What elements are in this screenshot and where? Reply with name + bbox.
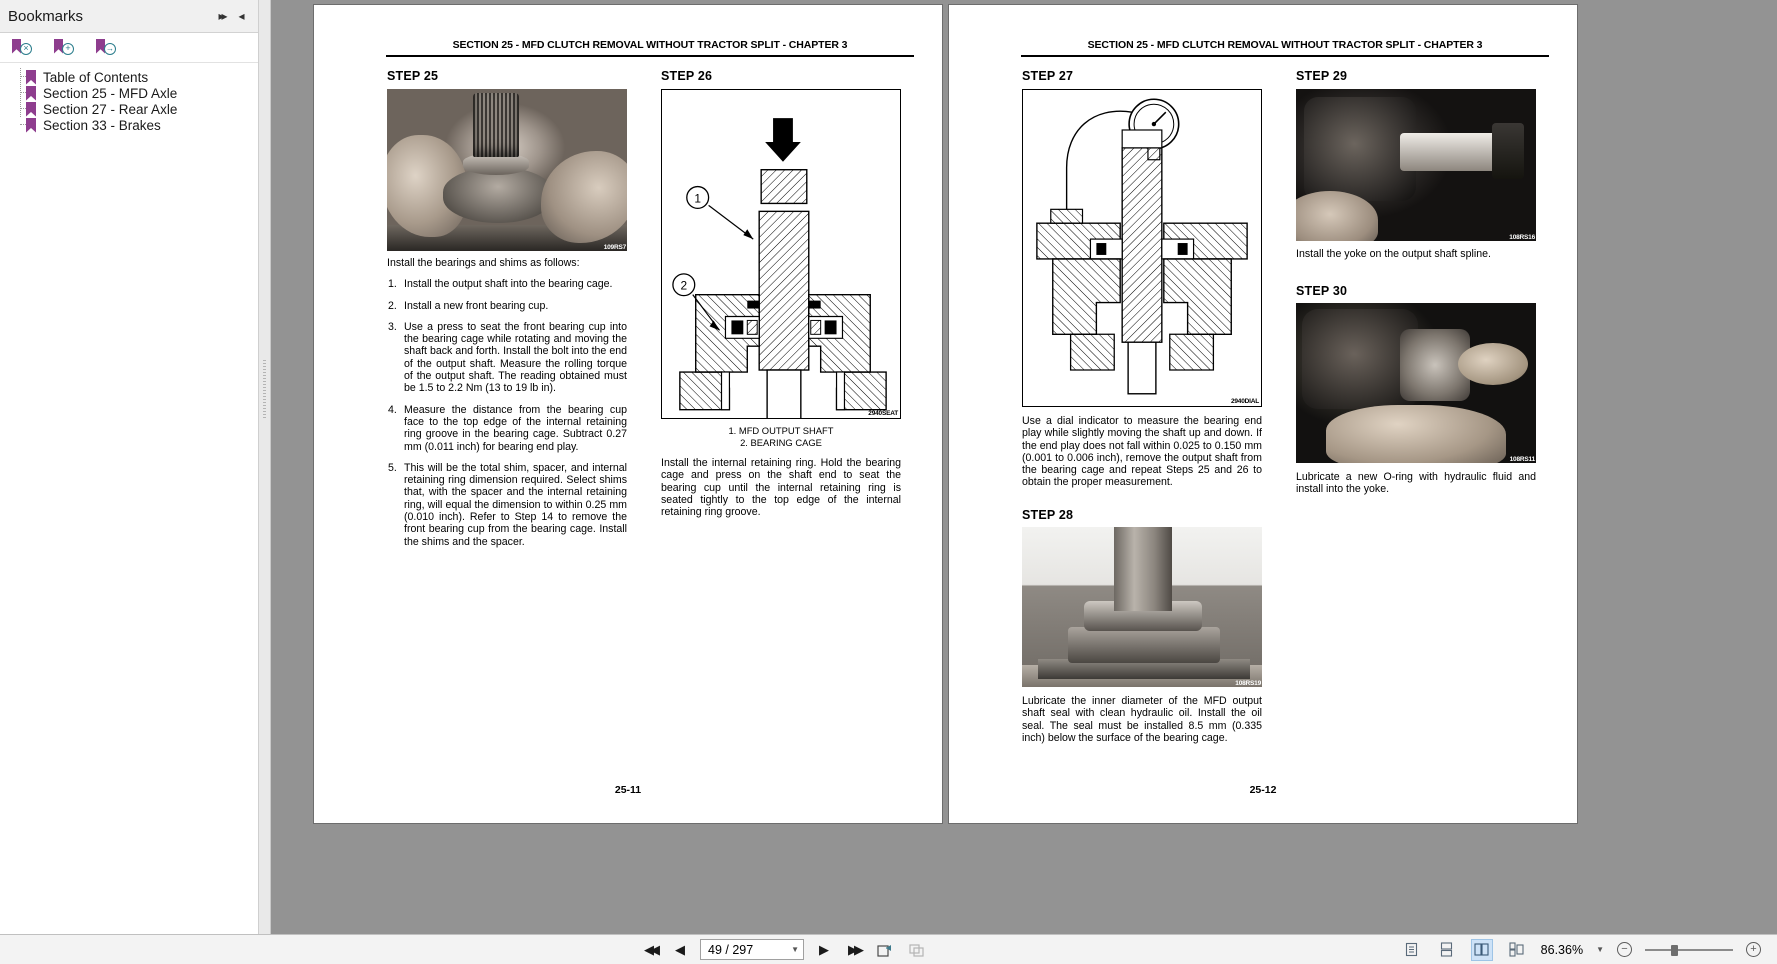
list-item-text: This will be the total shim, spacer, and internal retaining ring dimension required. Select shims that, with the spacer and the internal retaining ring, will equal the dimension to within 0.25 mm (0.010 inch). Refer to Step 14 to remove the front bearing cup from the bearing cage. Install the shims and the spacer.: [404, 461, 627, 548]
step-25-intro: Install the bearings and shims as follows:: [387, 257, 580, 269]
bookmarks-panel-title: Bookmarks: [8, 7, 84, 25]
splitter-grip[interactable]: [263, 360, 266, 420]
sidebar-item-section-27[interactable]: [0, 101, 258, 117]
step-25-title: STEP 25: [387, 69, 439, 83]
step-28-photo: [1022, 527, 1262, 687]
previous-view-icon[interactable]: [874, 939, 896, 961]
step-27-diagram: [1022, 89, 1262, 407]
list-item-number: 4.: [388, 403, 397, 416]
bookmark-flag-icon: [26, 86, 36, 101]
step-26-figure-id: 2940SEAT: [868, 410, 898, 417]
bookmarks-toolbar: [0, 33, 258, 63]
page-number-left: 25-11: [614, 784, 642, 796]
step-28-figure-id: 108RS19: [1235, 680, 1261, 687]
photo-thumb: [1458, 343, 1528, 385]
step-26-caption: Install the internal retaining ring. Hold the bearing cage and press on the shaft end to seat the bearing cup until the internal retaining ring is seated tightly to the top edge of the internal retaining ring groove.: [661, 457, 901, 519]
next-view-icon[interactable]: [906, 939, 928, 961]
list-item-number: 5.: [388, 461, 397, 474]
svg-text:2: 2: [680, 278, 688, 293]
photo-press-ram: [1114, 527, 1172, 611]
legend-item-2: 2. BEARING CAGE: [740, 437, 822, 448]
last-page-button[interactable]: ▶▶: [848, 941, 860, 957]
new-bookmark-icon[interactable]: [52, 38, 74, 58]
view-and-zoom-group: [1401, 939, 1777, 961]
step-26-block: [661, 69, 901, 83]
sidebar-item-table-of-contents[interactable]: [0, 69, 258, 85]
step-29-figure-id: 108RS16: [1509, 234, 1535, 241]
page-number-right: 25-12: [1249, 784, 1277, 796]
photo-hand-right: [541, 151, 627, 243]
list-item-text: Install the output shaft into the bearing cage.: [404, 278, 613, 291]
photo-bearing-cap: [1492, 123, 1524, 179]
sidebar-item-label: Section 27 - Rear Axle: [43, 101, 178, 117]
photo-bearing-cage: [1068, 627, 1220, 663]
bookmark-flag-icon: [26, 70, 36, 85]
sidebar-item-label: Table of Contents: [43, 69, 149, 85]
list-item-number: 2.: [388, 299, 397, 312]
step-25-block: [387, 69, 627, 83]
document-page-right: [948, 4, 1578, 824]
list-item-number: 3.: [388, 320, 397, 333]
page-spread: [313, 4, 1578, 824]
step-27-caption: Use a dial indicator to measure the bearing end play while slightly moving the shaft up and down. If the end play does not fall within 0.025 to 0.150 mm (0.001 to 0.006 inch), remove the output shaft from the bearing cage and repeat Steps 25 and 26 to obtain the proper measurement.: [1022, 415, 1262, 489]
bottom-toolbar: [0, 934, 1777, 964]
goto-bookmark-badge: →: [106, 43, 114, 53]
page-header: SECTION 25 - MFD CLUTCH REMOVAL WITHOUT TRACTOR SPLIT - CHAPTER 3: [452, 39, 848, 51]
step-28-caption: Lubricate the inner diameter of the MFD output shaft seal with clean hydraulic oil. Install the oil seal. The seal must be installed 8.5 mm (0.335 inch) below the surface of the bearing cage.: [1022, 695, 1262, 744]
page-number-value: 49 / 297: [708, 942, 754, 957]
photo-output-shaft: [473, 93, 519, 157]
step-26-diagram: [661, 89, 901, 419]
new-bookmark-badge: +: [62, 43, 74, 55]
bookmarks-panel-header: [0, 0, 258, 33]
step-25-figure-id: 109RS7: [603, 244, 626, 251]
step-29-title: STEP 29: [1296, 69, 1348, 83]
photo-hand: [1326, 405, 1506, 463]
document-page-left: [313, 4, 943, 824]
step-25-list: [387, 278, 627, 548]
step-27-svg: [1023, 90, 1261, 406]
legend-item-1: 1. MFD OUTPUT SHAFT: [728, 425, 834, 436]
continuous-scroll-view-icon[interactable]: [1436, 939, 1458, 961]
zoom-in-button[interactable]: +: [1746, 942, 1761, 957]
header-rule: [1021, 55, 1549, 57]
list-item: [387, 278, 627, 290]
bookmark-flag-icon: [26, 102, 36, 117]
page-navigation-group: [640, 939, 928, 961]
step-30-photo: [1296, 303, 1536, 463]
step-30-block: [1296, 284, 1536, 298]
step-30-figure-id: 108RS11: [1509, 456, 1535, 463]
sidebar-item-section-25[interactable]: [0, 85, 258, 101]
step-28-title: STEP 28: [1022, 508, 1074, 522]
bookmarks-panel: [0, 0, 259, 934]
step-28-block: [1022, 508, 1262, 522]
delete-bookmark-badge: ×: [20, 43, 32, 55]
step-26-svg: [662, 90, 900, 418]
sidebar-item-label: Section 25 - MFD Axle: [43, 85, 178, 101]
next-page-button[interactable]: ▶: [819, 941, 829, 957]
step-25-text: [387, 257, 627, 557]
list-item-text: Measure the distance from the bearing cup face to the top edge of the internal retaining ring groove in the bearing cage. Subtract 0.27 mm (0.011 inch) for bearing end play.: [404, 403, 627, 453]
previous-page-button[interactable]: ◀: [675, 941, 685, 957]
page-header: SECTION 25 - MFD CLUTCH REMOVAL WITHOUT TRACTOR SPLIT - CHAPTER 3: [1087, 39, 1483, 51]
step-29-caption: Install the yoke on the output shaft spline.: [1296, 248, 1491, 260]
step-27-title: STEP 27: [1022, 69, 1074, 83]
goto-bookmark-icon[interactable]: [94, 38, 116, 58]
header-rule: [386, 55, 914, 57]
step-30-caption: Lubricate a new O-ring with hydraulic fluid and install into the yoke.: [1296, 471, 1536, 496]
step-29-block: [1296, 69, 1536, 83]
list-item-text: Use a press to seat the front bearing cup into the bearing cage while rotating and moving the shaft back and forth. Install the bolt into the end of the output shaft. Measure the rolling torque of the output shaft. The reading obtained must be 1.5 to 2.2 Nm (13 to 19 lb in).: [404, 320, 627, 395]
panel-splitter[interactable]: [259, 0, 271, 934]
bookmark-flag-icon: [26, 118, 36, 133]
list-item: [387, 321, 627, 395]
step-27-figure-id: 2940DIAL: [1230, 398, 1259, 405]
two-page-view-icon[interactable]: [1471, 939, 1493, 961]
bookmarks-tree: [0, 63, 258, 133]
expand-all-icon[interactable]: ▸▸: [218, 9, 225, 23]
list-item: [387, 404, 627, 453]
single-page-view-icon[interactable]: [1401, 939, 1423, 961]
collapse-panel-icon[interactable]: ◂: [238, 9, 245, 23]
first-page-button[interactable]: ◀◀: [644, 941, 656, 957]
list-item: [387, 300, 627, 312]
page-number-input[interactable]: [700, 939, 804, 960]
step-30-title: STEP 30: [1296, 284, 1348, 298]
sidebar-item-section-33[interactable]: [0, 117, 258, 133]
photo-bearing-cage: [443, 167, 553, 223]
sidebar-item-label: Section 33 - Brakes: [43, 117, 161, 133]
list-item-number: 1.: [388, 278, 397, 291]
list-item: [387, 462, 627, 548]
list-item-text: Install a new front bearing cup.: [404, 299, 549, 312]
delete-bookmark-icon[interactable]: [10, 38, 32, 58]
step-26-title: STEP 26: [661, 69, 713, 83]
step-27-block: [1022, 69, 1262, 83]
zoom-slider-handle[interactable]: [1671, 945, 1678, 956]
zoom-level-value[interactable]: 86.36%: [1540, 942, 1584, 957]
svg-text:1: 1: [694, 191, 702, 206]
step-29-photo: [1296, 89, 1536, 241]
zoom-out-button[interactable]: −: [1617, 942, 1632, 957]
zoom-slider[interactable]: [1645, 949, 1733, 951]
zoom-chevron-down-icon[interactable]: ▼: [1596, 945, 1604, 954]
chevron-down-icon[interactable]: ▼: [791, 945, 799, 954]
step-25-photo: [387, 89, 627, 251]
two-page-scroll-view-icon[interactable]: [1506, 939, 1528, 961]
document-viewer[interactable]: [271, 0, 1777, 934]
step-26-legend: [661, 425, 901, 449]
